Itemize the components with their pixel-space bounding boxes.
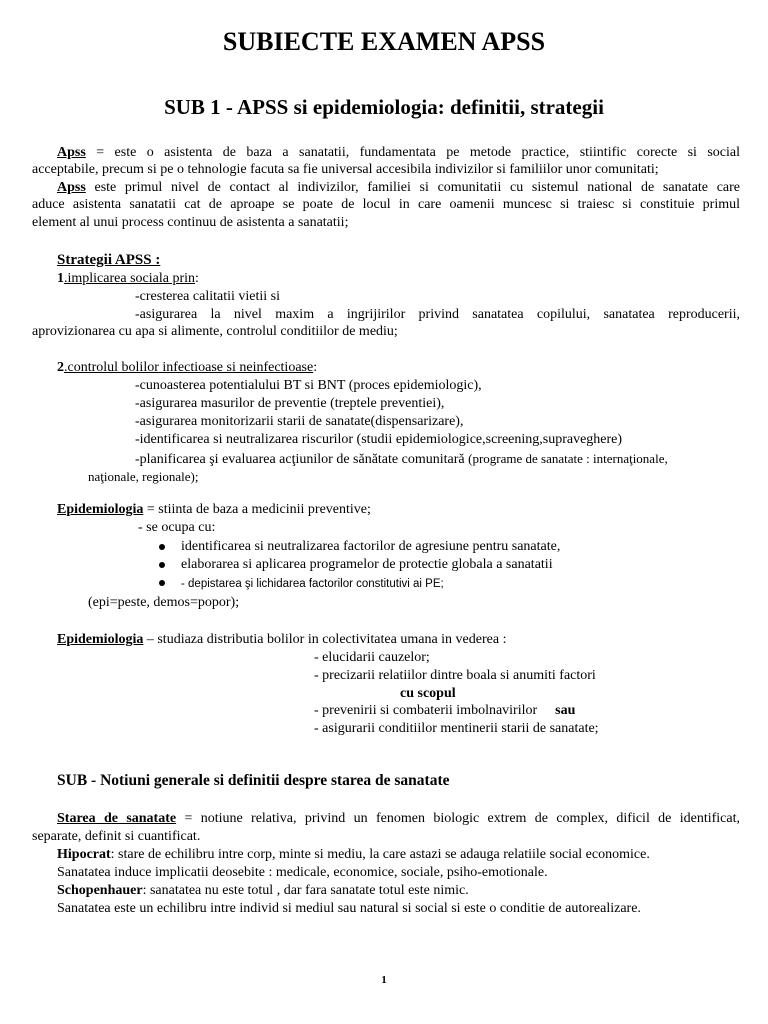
strategy1-number: 1 [57,271,64,286]
apss-def1-line1 [57,144,740,161]
strategy2-title [57,359,317,376]
strategy2-item-cont: naţionale, regionale); [88,469,199,484]
health-def-line2: separate, definit si cuantificat. [32,829,201,844]
health-implications: Sanatatea induce implicatii deosebite : medicale, economice, sociale, psiho-emotionale. [57,865,548,880]
bullet-dot [159,544,165,550]
epi-def1 [57,501,371,518]
strategy1-title [57,270,199,287]
colon: : [195,271,199,286]
epi-sub: - se ocupa cu: [138,520,216,535]
apss-def2-line3: element al unui process continuu de asistenta a sanatatii; [32,215,349,230]
page-number: 1 [381,974,387,986]
epi-or: sau [555,703,576,718]
strategy2-item-text: -planificarea şi evaluarea acţiunilor de sănătate comunitară [135,452,465,467]
hipocrat-text: : stare de echilibru intre corp, minte si mediu, la care astazi se adauga relatiile social economice. [110,847,650,862]
epi-term: Epidemiologia [57,632,144,647]
health-term: Starea de sanatate [57,811,177,826]
bullet-dot [159,562,165,568]
epi-term: Epidemiologia [57,502,144,517]
epi-def-text: – studiaza distributia bolilor in colectivitatea umana in vederea : [146,632,507,647]
epi-def-text: = stiinta de baza a medicinii preventive; [146,502,371,517]
epi-connector: cu scopul [400,686,456,701]
epi-item-text: - prevenirii si combaterii imbolnavirilor [314,703,538,718]
schopenhauer-text: : sanatatea nu este totul , dar fara sanatate totul este nimic. [142,883,469,898]
hipocrat-name: Hipocrat [57,847,111,862]
strategy2-item: -asigurarea monitorizarii starii de sanatate(dispensarizare), [135,414,464,429]
strategy1-item-cont: aprovizionarea cu apa si alimente, controlul conditiilor de mediu; [32,324,398,339]
bullet-dot [159,580,165,586]
section-heading-sub1: SUB 1 - APSS si epidemiologia: definitii, strategii [164,95,604,119]
apss-term: Apss [57,145,86,160]
strategy2-item: -identificarea si neutralizarea riscurilor (studii epidemiologice,screening,supraveghere) [135,432,623,447]
strategy2-item: -asigurarea masurilor de preventie (treptele preventiei), [135,396,445,411]
epi-etymology: (epi=peste, demos=popor); [88,595,240,610]
strategy1-title-text: .implicarea sociala prin [64,271,195,286]
epi-item [314,702,575,719]
schopenhauer-quote [57,882,469,899]
epi-bullet: identificarea si neutralizarea factorilor de agresiune pentru sanatate, [181,539,561,554]
strategy1-item: -cresterea calitatii vietii si [135,289,280,304]
colon: : [313,360,318,375]
strategy2-item [135,450,668,468]
strategy2-item-note: (programe de sanatate : internaţionale, [468,451,668,466]
strategy2-number: 2 [57,360,64,375]
schopenhauer-name: Schopenhauer [57,883,143,898]
epi-item: - precizarii relatiilor dintre boala si anumiti factori [314,668,596,683]
apss-def1-text: = este o asistenta de baza a sanatatii, fundamentata pe metode practice, stiintific corecte si social [96,145,740,160]
strategy1-item: -asigurarea la nivel maxim a ingrijirilor privind sanatatea copilului, sanatatea reproducerii, [135,307,740,322]
health-def-text: = notiune relativa, privind un fenomen biologic extrem de complex, dificil de identificat, [184,811,740,826]
epi-def2 [57,631,506,648]
section-heading-sub2: SUB - Notiuni generale si definitii despre starea de sanatate [57,772,450,789]
apss-def1-line2: acceptabile, precum si pe o tehnologie facuta sa fie universal accesibila indivizilor si familiilor unor comunitati; [32,162,659,177]
epi-bullet: - depistarea şi lichidarea factorilor constitutivi ai PE; [181,578,444,590]
page-title: SUBIECTE EXAMEN APSS [222,27,546,56]
strategy2-item: -cunoasterea potentialului BT si BNT (proces epidemiologic), [135,378,482,393]
strategies-heading: Strategii APSS : [57,252,161,268]
apss-def2-text: este primul nivel de contact al indivizilor, familiei si comunitatii cu sistemul national de sanatate care [94,180,740,195]
health-def-line1 [57,810,740,827]
epi-bullet: elaborarea si aplicarea programelor de protectie globala a sanatatii [181,557,553,572]
epi-item: - elucidarii cauzelor; [314,650,430,665]
apss-def2-line2: aduce asistenta sanatatii cat de aproape se poate de locul in care oamenii muncesc si traiesc si constituie primul [32,197,740,212]
hipocrat-quote [57,846,650,863]
apss-def2-line1 [57,179,740,196]
apss-term: Apss [57,180,86,195]
strategy2-title-text: .controlul bolilor infectioase si neinfectioase [64,360,314,375]
health-balance: Sanatatea este un echilibru intre individ si mediul sau natural si social si este o conditie de autorealizare. [57,901,641,916]
epi-item: - asigurarii conditiilor mentinerii starii de sanatate; [314,721,599,736]
